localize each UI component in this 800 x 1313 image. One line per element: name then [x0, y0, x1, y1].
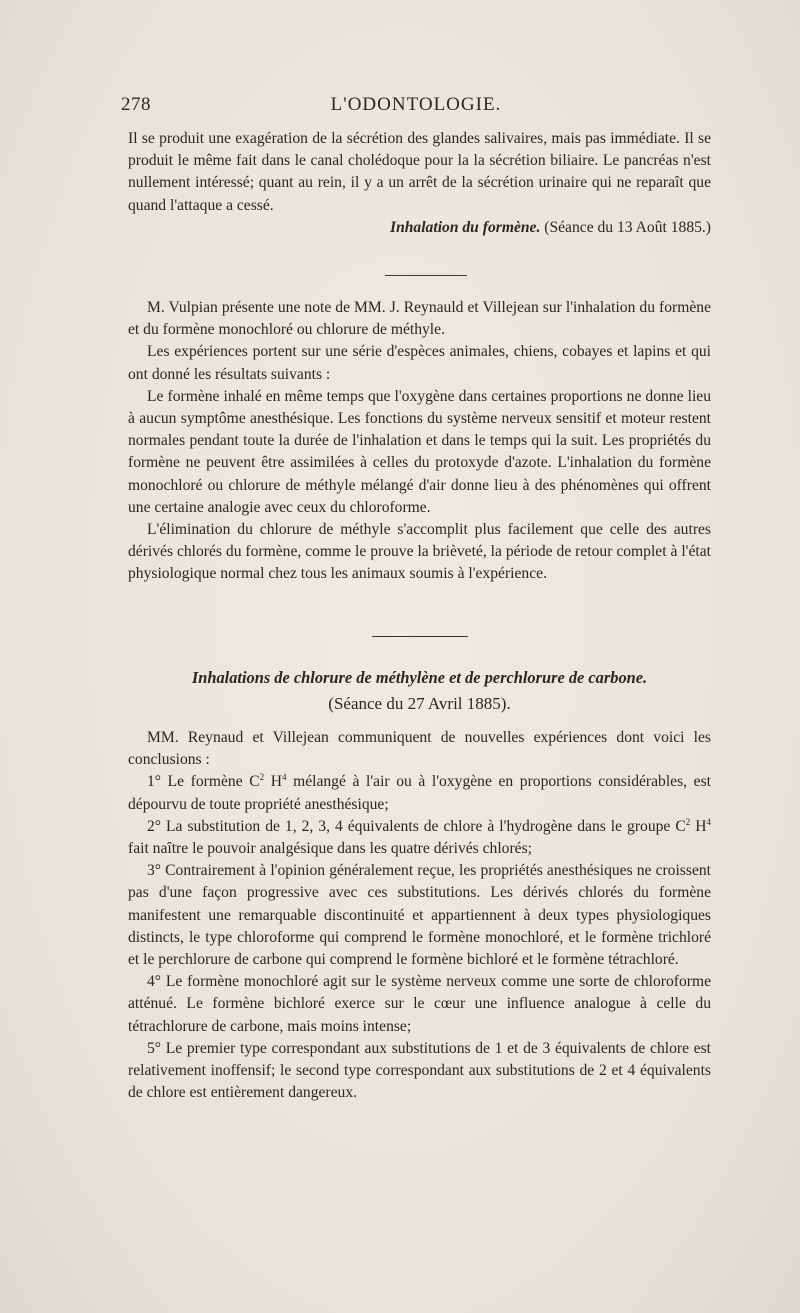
conclusion-item-4: 4° Le formène monochloré agit sur le système nerveux comme une sorte de chloroforme atténué. Le formène bichloré exerce sur le cœur une influence analogue à celle du tétrachlorure de carbone, mais moins intense; — [128, 973, 711, 1035]
paragraph: M. Vulpian présente une note de MM. J. Reynauld et Villejean sur l'inhalation du formène et du formène monochloré ou chlorure de méthyle. — [128, 299, 711, 339]
conclusion-item-2: 2° La substitution de 1, 2, 3, 4 équivalents de chlore à l'hydrogène dans le groupe $C^2$ $H^4$ fait naître le pouvoir analgésique dans les quatre dérivés chlorés; — [128, 816, 711, 858]
page-header — [121, 94, 711, 120]
paragraph: Les expériences portent sur une série d'espèces animales, chiens, cobayes et lapins et qui ont donné les résultats suivants : — [128, 343, 711, 383]
paragraph: L'élimination du chlorure de méthyle s'accomplit plus facilement que celle des autres dérivés chlorés du formène, comme le prouve la brièveté, la période de retour complet à l'état physiologique normal chez tous les animaux soumis à l'expérience. — [128, 521, 711, 583]
section-title: Inhalations de chlorure de méthylène et de perchlorure de carbone. — [191, 668, 648, 687]
separator-rule — [372, 636, 468, 637]
paragraph: Le formène inhalé en même temps que l'oxygène dans certaines proportions ne donne lieu à aucun symptôme anesthésique. Les fonctions du système nerveux sensitif et moteur restent normales pendant toute la durée de l'inhalation et dans le temps qui la suit. Les propriétés du formène ne peuvent être assimilées à celles du protoxyde d'azote. L'inhalation du formène monochloré ou chlorure de méthyle mélangé d'air donne lieu à des phénomènes qui offrent une certaine analogie avec ceux du chloroforme. — [128, 387, 711, 516]
source-line — [128, 217, 711, 239]
section-date: (Séance du 27 Avril 1885). — [328, 694, 511, 713]
paragraph: Il se produit une exagération de la sécrétion des glandes salivaires, mais pas immédiate. Il se produit le même fait dans le canal cholédoque pour la la sécrétion biliaire. Le pancréas n'est nullement intéressé; quant au rein, il y a un arrêt de la sécrétion urinaire qui ne reparaît que quand l'attaque a cessé. — [128, 130, 711, 214]
source-date: (Séance du 13 Août 1885.) — [544, 218, 711, 236]
running-title: L'ODONTOLOGIE. — [330, 94, 502, 115]
page-number: 278 — [121, 94, 151, 115]
conclusion-item-3: 3° Contrairement à l'opinion généralement reçue, les propriétés anesthésiques ne croissent pas d'une façon progressive avec ces substitutions. Les dérivés chlorés du formène manifestent une remarquable discontinuité et appartiennent à deux types physiologiques distincts, le type chloroforme qui comprend le formène monochloré, et le formène trichloré et le perchlorure de carbone qui comprend le formène bichloré et le formène tétrachloré. — [128, 862, 711, 969]
conclusion-item-1: 1° Le formène $C^2$ $H^4$ mélangé à l'air ou à l'oxygène en proportions considérables, est dépourvu de toute propriété anesthésique; — [128, 772, 711, 813]
separator-rule — [385, 275, 467, 276]
block-conclusions — [128, 727, 711, 1104]
source-title: Inhalation du formène. — [390, 218, 541, 236]
paragraph-intro: MM. Reynaud et Villejean communiquent de nouvelles expériences dont voici les conclusions : — [128, 729, 711, 769]
block-formene — [128, 297, 711, 586]
block-salivary — [128, 128, 711, 239]
conclusion-item-5: 5° Le premier type correspondant aux substitutions de 1 et de 3 équivalents de chlore est relativement inoffensif; le second type correspondant aux substitutions de 2 et 4 équivalents de chlore est entièrement dangereux. — [128, 1039, 711, 1102]
